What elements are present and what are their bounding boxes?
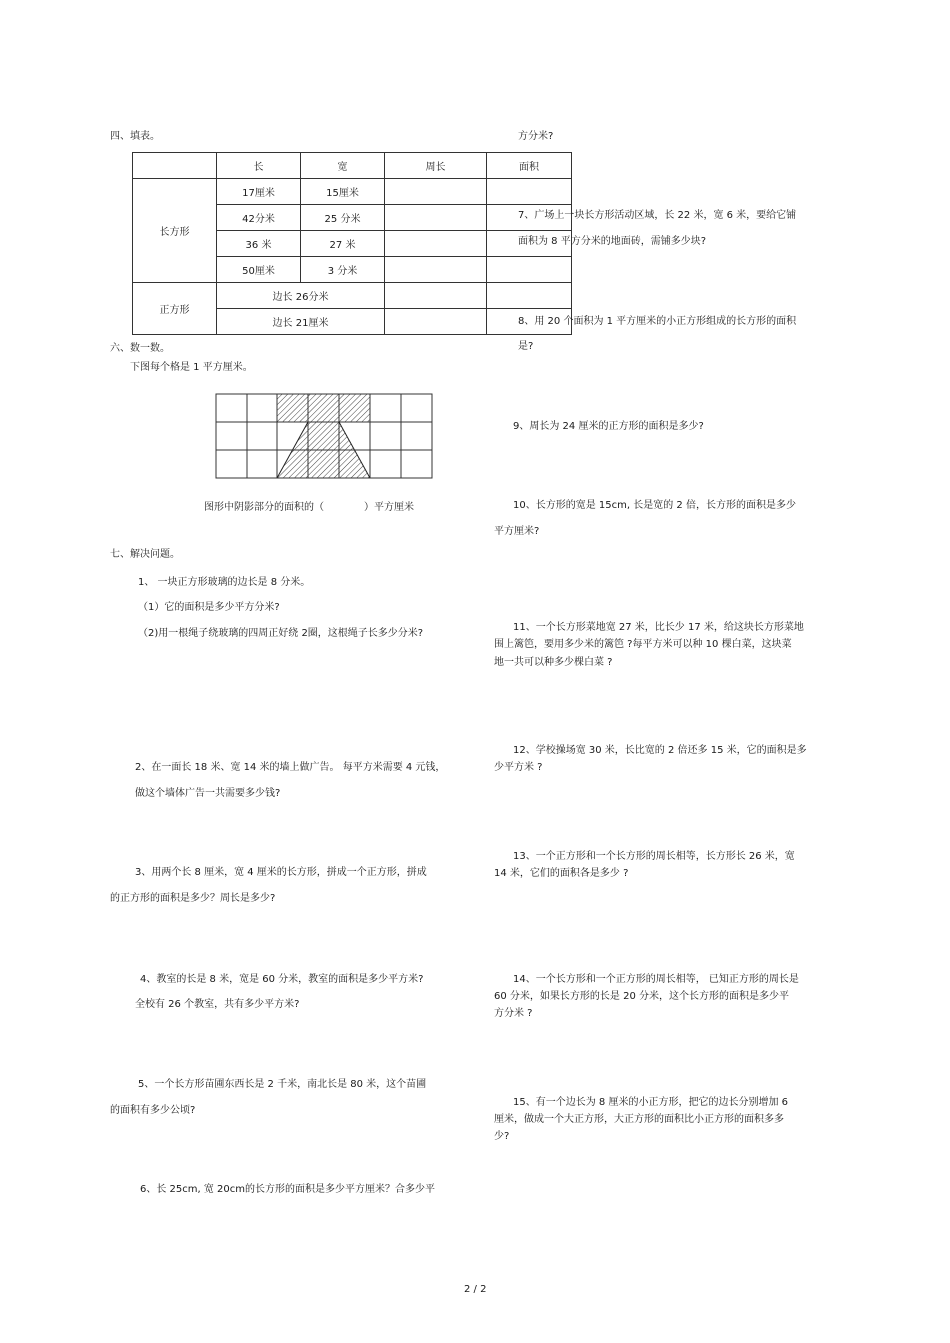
table-corner-cell: [133, 153, 217, 179]
grid-figure: [215, 393, 433, 479]
rect-length: 50厘米: [217, 257, 301, 283]
perimeter-blank[interactable]: [385, 257, 487, 283]
header-width: 宽: [301, 153, 385, 179]
question-8-line-2: 是?: [518, 341, 534, 352]
figure-caption: 图形中阴影部分的面积的（ ）平方厘米: [204, 502, 414, 513]
question-5-line-2: 的面积有多少公顷?: [110, 1105, 196, 1116]
section-4-title: 四、填表。: [110, 131, 160, 142]
rect-length: 17厘米: [217, 179, 301, 205]
section-6-title: 六、数一数。: [110, 343, 170, 354]
question-12-line-1: 12、学校操场宽 30 米，长比宽的 2 倍还多 15 米，它的面积是多: [513, 745, 807, 756]
rect-width: 25 分米: [301, 205, 385, 231]
table-header-row: [133, 153, 572, 179]
rect-width: 27 米: [301, 231, 385, 257]
square-side: 边长 26分米: [217, 283, 385, 309]
question-15-line-2: 厘米，做成一个大正方形，大正方形的面积比小正方形的面积多多: [494, 1114, 784, 1125]
perimeter-blank[interactable]: [385, 309, 487, 335]
rect-length: 36 米: [217, 231, 301, 257]
perimeter-blank[interactable]: [385, 205, 487, 231]
page-number: 2 / 2: [464, 1284, 487, 1295]
question-6-line-1: 6、长 25cm, 宽 20cm的长方形的面积是多少平方厘米？合多少平: [140, 1184, 436, 1195]
question-2-line-1: 2、在一面长 18 米、宽 14 米的墙上做广告。 每平方米需要 4 元钱，: [135, 762, 446, 773]
question-3-line-1: 3、用两个长 8 厘米，宽 4 厘米的长方形，拼成一个正方形，拼成: [135, 867, 427, 878]
question-14-line-3: 方分米 ?: [494, 1008, 533, 1019]
rect-width: 3 分米: [301, 257, 385, 283]
rect-label: 长方形: [133, 179, 217, 283]
fill-in-table: [132, 152, 572, 335]
question-8-line-1: 8、用 20 个面积为 1 平方厘米的小正方形组成的长方形的面积: [518, 316, 797, 327]
shaded-region: [277, 394, 370, 478]
question-11-line-1: 11、一个长方形菜地宽 27 米，比长少 17 米，给这块长方形菜地: [513, 622, 804, 633]
question-9: 9、周长为 24 厘米的正方形的面积是多少?: [513, 421, 704, 432]
question-7-line-2: 面积为 8 平方分米的地面砖，需铺多少块?: [518, 236, 707, 247]
rect-length: 42分米: [217, 205, 301, 231]
area-blank[interactable]: [487, 283, 572, 309]
question-1: 1、 一块正方形玻璃的边长是 8 分米。: [138, 577, 311, 588]
question-14-line-1: 14、一个长方形和一个正方形的周长相等， 已知正方形的周长是: [513, 974, 799, 985]
question-15-line-1: 15、有一个边长为 8 厘米的小正方形，把它的边长分别增加 6: [513, 1097, 788, 1108]
header-length: 长: [217, 153, 301, 179]
perimeter-blank[interactable]: [385, 231, 487, 257]
question-15-line-3: 少?: [494, 1131, 510, 1142]
table-row: [133, 283, 572, 309]
perimeter-blank[interactable]: [385, 179, 487, 205]
question-2-line-2: 做这个墙体广告一共需要多少钱?: [135, 788, 281, 799]
question-13-line-2: 14 米，它们的面积各是多少 ?: [494, 868, 629, 879]
header-area: 面积: [487, 153, 572, 179]
question-14-line-2: 60 分米，如果长方形的长是 20 分米，这个长方形的面积是多少平: [494, 991, 789, 1002]
question-1-part-2: （2)用一根绳子绕玻璃的四周正好绕 2圈，这根绳子长多少分米?: [138, 628, 424, 639]
question-1-part-1: （1）它的面积是多少平方分米?: [138, 602, 280, 613]
header-perimeter: 周长: [385, 153, 487, 179]
question-13-line-1: 13、一个正方形和一个长方形的周长相等，长方形长 26 米，宽: [513, 851, 795, 862]
section-7-title: 七、解决问题。: [110, 549, 180, 560]
question-12-line-2: 少平方米 ?: [494, 762, 543, 773]
perimeter-blank[interactable]: [385, 283, 487, 309]
rect-width: 15厘米: [301, 179, 385, 205]
square-side: 边长 21厘米: [217, 309, 385, 335]
question-6-continued: 方分米?: [518, 131, 554, 142]
table-row: [133, 179, 572, 205]
question-3-line-2: 的正方形的面积是多少？周长是多少?: [110, 893, 276, 904]
question-10-line-1: 10、长方形的宽是 15cm, 长是宽的 2 倍，长方形的面积是多少: [513, 500, 796, 511]
question-5-line-1: 5、一个长方形苗圃东西长是 2 千米，南北长是 80 米，这个苗圃: [138, 1079, 427, 1090]
question-11-line-2: 围上篱笆，要用多少米的篱笆 ?每平方米可以种 10 棵白菜，这块菜: [494, 639, 792, 650]
square-label: 正方形: [133, 283, 217, 335]
question-4-line-1: 4、教室的长是 8 米，宽是 60 分米，教室的面积是多少平方米?: [140, 974, 424, 985]
question-7-line-1: 7、广场上一块长方形活动区域，长 22 米，宽 6 米，要给它铺: [518, 210, 797, 221]
section-6-desc: 下图每个格是 1 平方厘米。: [130, 362, 253, 373]
area-blank[interactable]: [487, 257, 572, 283]
question-4-line-2: 全校有 26 个教室，共有多少平方米?: [135, 999, 300, 1010]
area-blank[interactable]: [487, 179, 572, 205]
question-10-line-2: 平方厘米?: [494, 526, 540, 537]
question-11-line-3: 地一共可以种多少棵白菜 ?: [494, 657, 613, 668]
